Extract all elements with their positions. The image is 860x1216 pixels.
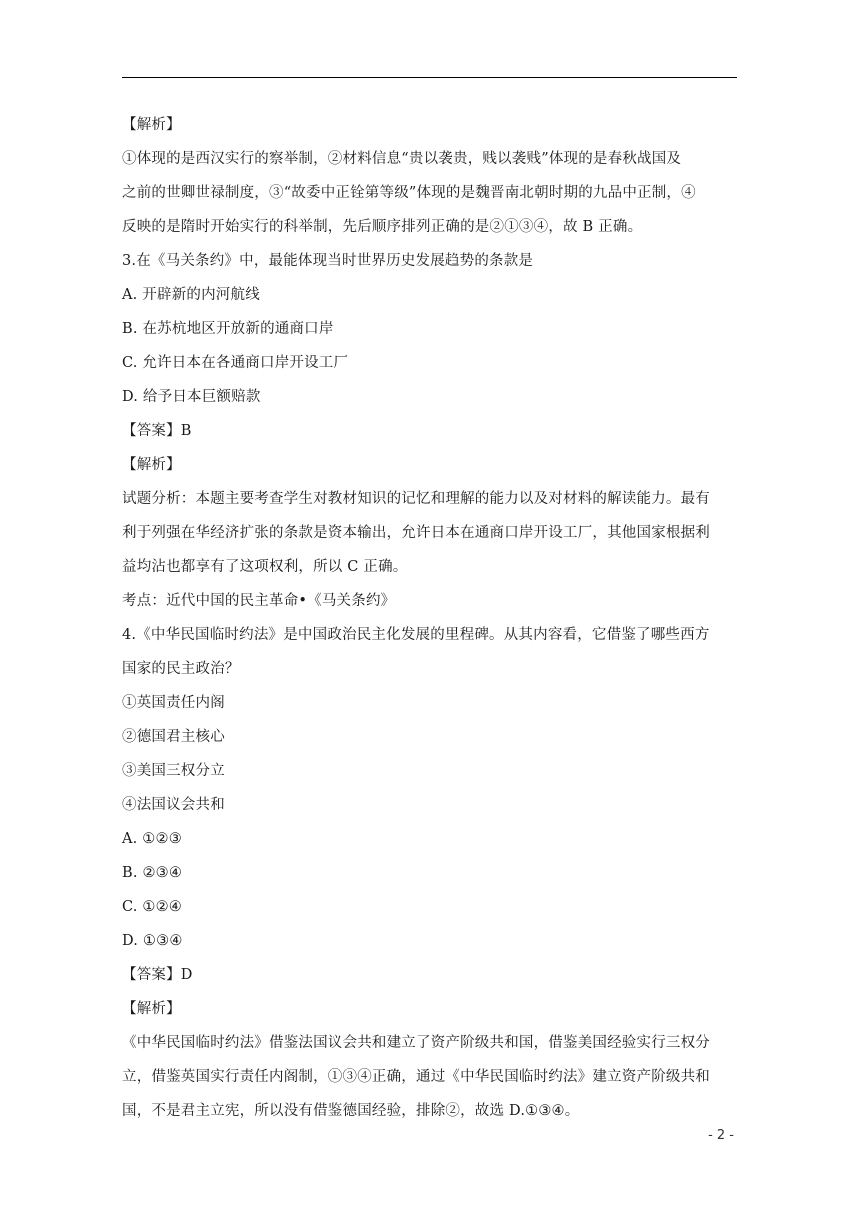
analysis-heading: 【解析】 (122, 457, 181, 473)
option-b: B. ②③④ (122, 865, 183, 881)
text-line: 《中华民国临时约法》借鉴法国议会共和建立了资产阶级共和国，借鉴美国经验实行三权分 (122, 1035, 710, 1051)
option-c: C. 允许日本在各通商口岸开设工厂 (122, 355, 349, 371)
question-3: 3.在《马关条约》中，最能体现当时世界历史发展趋势的条款是 (122, 253, 534, 269)
list-item: ③美国三权分立 (122, 763, 225, 779)
option-a: A. 开辟新的内河航线 (122, 287, 260, 303)
page-number: - 2 - (708, 1128, 734, 1143)
text-line: 益均沾也都享有了这项权利，所以 C 正确。 (122, 559, 408, 575)
list-item: ②德国君主核心 (122, 729, 225, 745)
text-line: 利于列强在华经济扩张的条款是资本输出，允许日本在通商口岸开设工厂，其他国家根据利 (122, 525, 710, 541)
text-line: 国，不是君主立宪，所以没有借鉴德国经验，排除②，故选 D.①③④。 (122, 1103, 580, 1119)
text-line: 考点：近代中国的民主革命•《马关条约》 (122, 593, 396, 609)
answer: 【答案】B (122, 423, 192, 439)
header-rule (122, 77, 737, 78)
question-4: 4.《中华民国临时约法》是中国政治民主化发展的里程碑。从其内容看，它借鉴了哪些西方 (122, 627, 710, 643)
text-line: 反映的是隋时开始实行的科举制，先后顺序排列正确的是②①③④，故 B 正确。 (122, 219, 643, 235)
question-4-cont: 国家的民主政治？ (122, 661, 240, 677)
answer: 【答案】D (122, 967, 193, 983)
text-line: 立，借鉴英国实行责任内阁制，①③④正确，通过《中华民国临时约法》建立资产阶级共和 (122, 1069, 710, 1085)
list-item: ④法国议会共和 (122, 797, 225, 813)
option-d: D. ①③④ (122, 933, 183, 949)
option-d: D. 给予日本巨额赔款 (122, 389, 261, 405)
analysis-heading: 【解析】 (122, 1001, 181, 1017)
option-c: C. ①②④ (122, 899, 182, 915)
text-line: 【解析】 (122, 117, 181, 133)
text-line: 之前的世卿世禄制度，③“故委中正铨第等级”体现的是魏晋南北朝时期的九品中正制，④ (122, 185, 696, 201)
list-item: ①英国责任内阁 (122, 695, 225, 711)
option-b: B. 在苏杭地区开放新的通商口岸 (122, 321, 334, 337)
option-a: A. ①②③ (122, 831, 182, 847)
text-line: ①体现的是西汉实行的察举制，②材料信息“贵以袭贵，贱以袭贱”体现的是春秋战国及 (122, 151, 682, 167)
document-body (122, 108, 742, 1128)
text-line: 试题分析：本题主要考查学生对教材知识的记忆和理解的能力以及对材料的解读能力。最有 (122, 491, 710, 507)
